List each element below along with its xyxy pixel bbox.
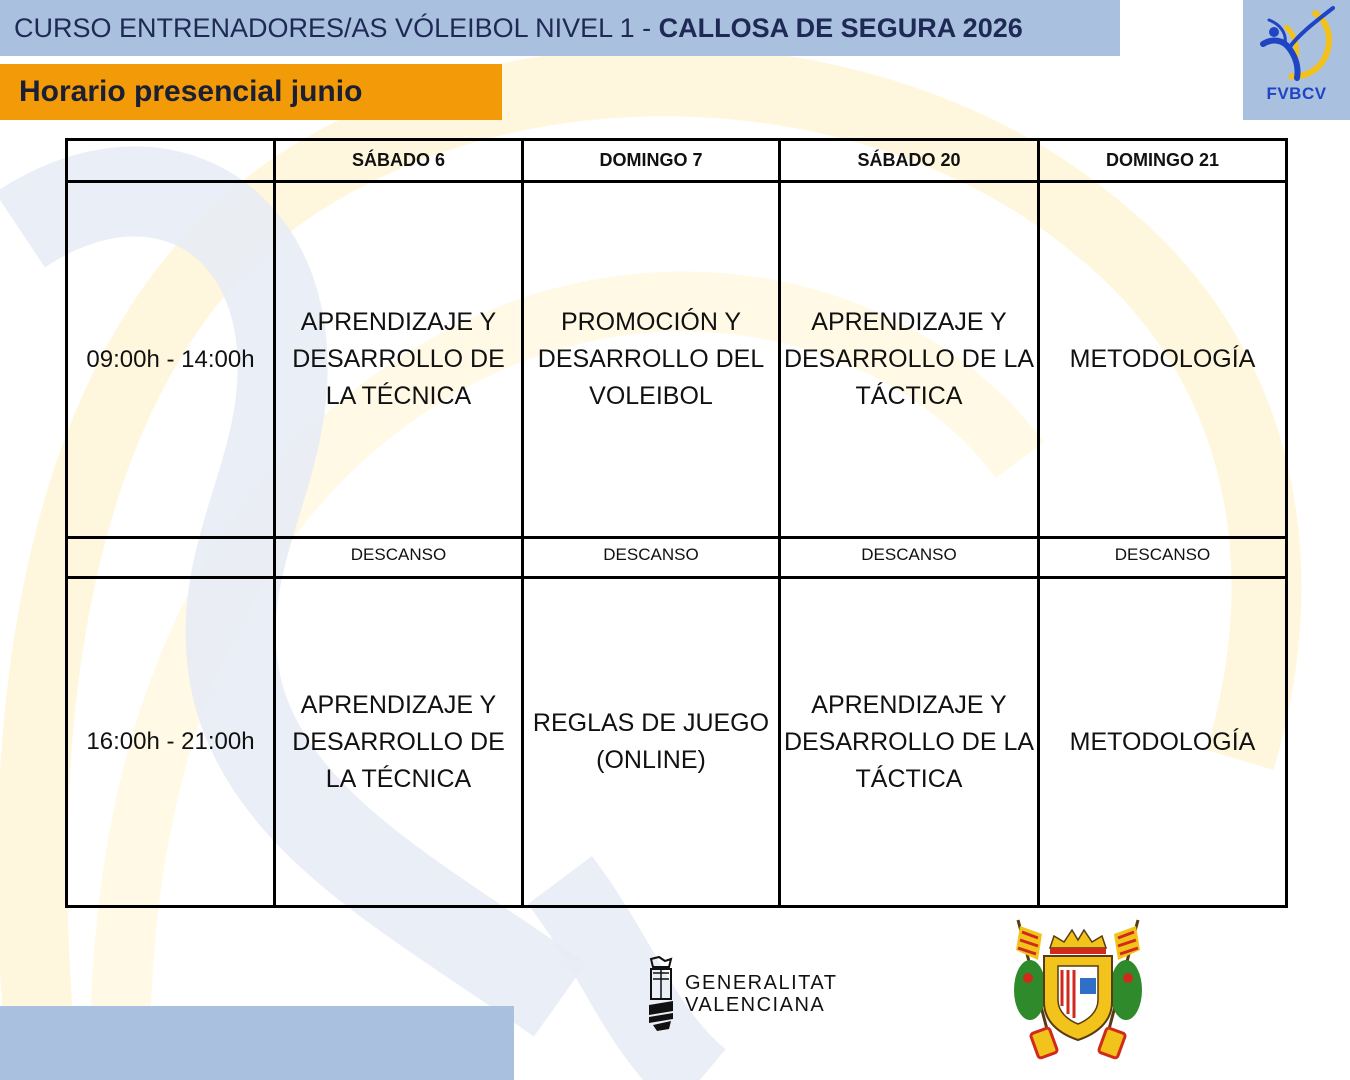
footer-decor-bar (0, 1006, 514, 1080)
morning-time-cell: 09:00h - 14:00h (67, 182, 275, 538)
fvbcv-logo (1243, 0, 1350, 120)
table-header-row (67, 140, 1287, 182)
morning-session-sabado-6: APRENDIZAJE Y DESARROLLO DE LA TÉCNICA (275, 182, 523, 538)
afternoon-session-domingo-7: REGLAS DE JUEGO (ONLINE) (523, 578, 780, 907)
generalitat-line-1: GENERALITAT (685, 972, 838, 994)
afternoon-time-cell: 16:00h - 21:00h (67, 578, 275, 907)
day-header-domingo-7: DOMINGO 7 (523, 140, 780, 182)
course-title-banner (0, 0, 1120, 56)
break-cell-domingo-21: DESCANSO (1039, 538, 1287, 578)
callosa-de-segura-coat-of-arms-icon (1008, 918, 1148, 1062)
volleyball-player-icon (1255, 4, 1339, 84)
fvbcv-logo-text: FVBCV (1266, 84, 1327, 103)
break-cell-sabado-20: DESCANSO (780, 538, 1039, 578)
afternoon-session-domingo-21: METODOLOGÍA (1039, 578, 1287, 907)
course-title-location: CALLOSA DE SEGURA 2026 (658, 12, 1023, 43)
generalitat-emblem-icon (645, 955, 677, 1033)
morning-session-sabado-20: APRENDIZAJE Y DESARROLLO DE LA TÁCTICA (780, 182, 1039, 538)
break-cell-sabado-6: DESCANSO (275, 538, 523, 578)
schedule-subtitle-banner (0, 64, 502, 120)
morning-row (67, 182, 1287, 538)
break-cell-domingo-7: DESCANSO (523, 538, 780, 578)
course-title-regular: CURSO ENTRENADORES/AS VÓLEIBOL NIVEL 1 - (14, 12, 659, 43)
afternoon-session-sabado-6: APRENDIZAJE Y DESARROLLO DE LA TÉCNICA (275, 578, 523, 907)
afternoon-session-sabado-20: APRENDIZAJE Y DESARROLLO DE LA TÁCTICA (780, 578, 1039, 907)
generalitat-line-2: VALENCIANA (685, 994, 826, 1016)
generalitat-valenciana-logo (645, 955, 837, 1033)
day-header-sabado-20: SÁBADO 20 (780, 140, 1039, 182)
day-header-sabado-6: SÁBADO 6 (275, 140, 523, 182)
day-header-domingo-21: DOMINGO 21 (1039, 140, 1287, 182)
afternoon-row (67, 578, 1287, 907)
morning-session-domingo-7: PROMOCIÓN Y DESARROLLO DEL VOLEIBOL (523, 182, 780, 538)
schedule-subtitle: Horario presencial junio (19, 75, 363, 108)
schedule-table (65, 138, 1288, 908)
generalitat-text (685, 972, 837, 1016)
break-empty-cell (67, 538, 275, 578)
header-empty-cell (67, 140, 275, 182)
morning-session-domingo-21: METODOLOGÍA (1039, 182, 1287, 538)
break-row (67, 538, 1287, 578)
